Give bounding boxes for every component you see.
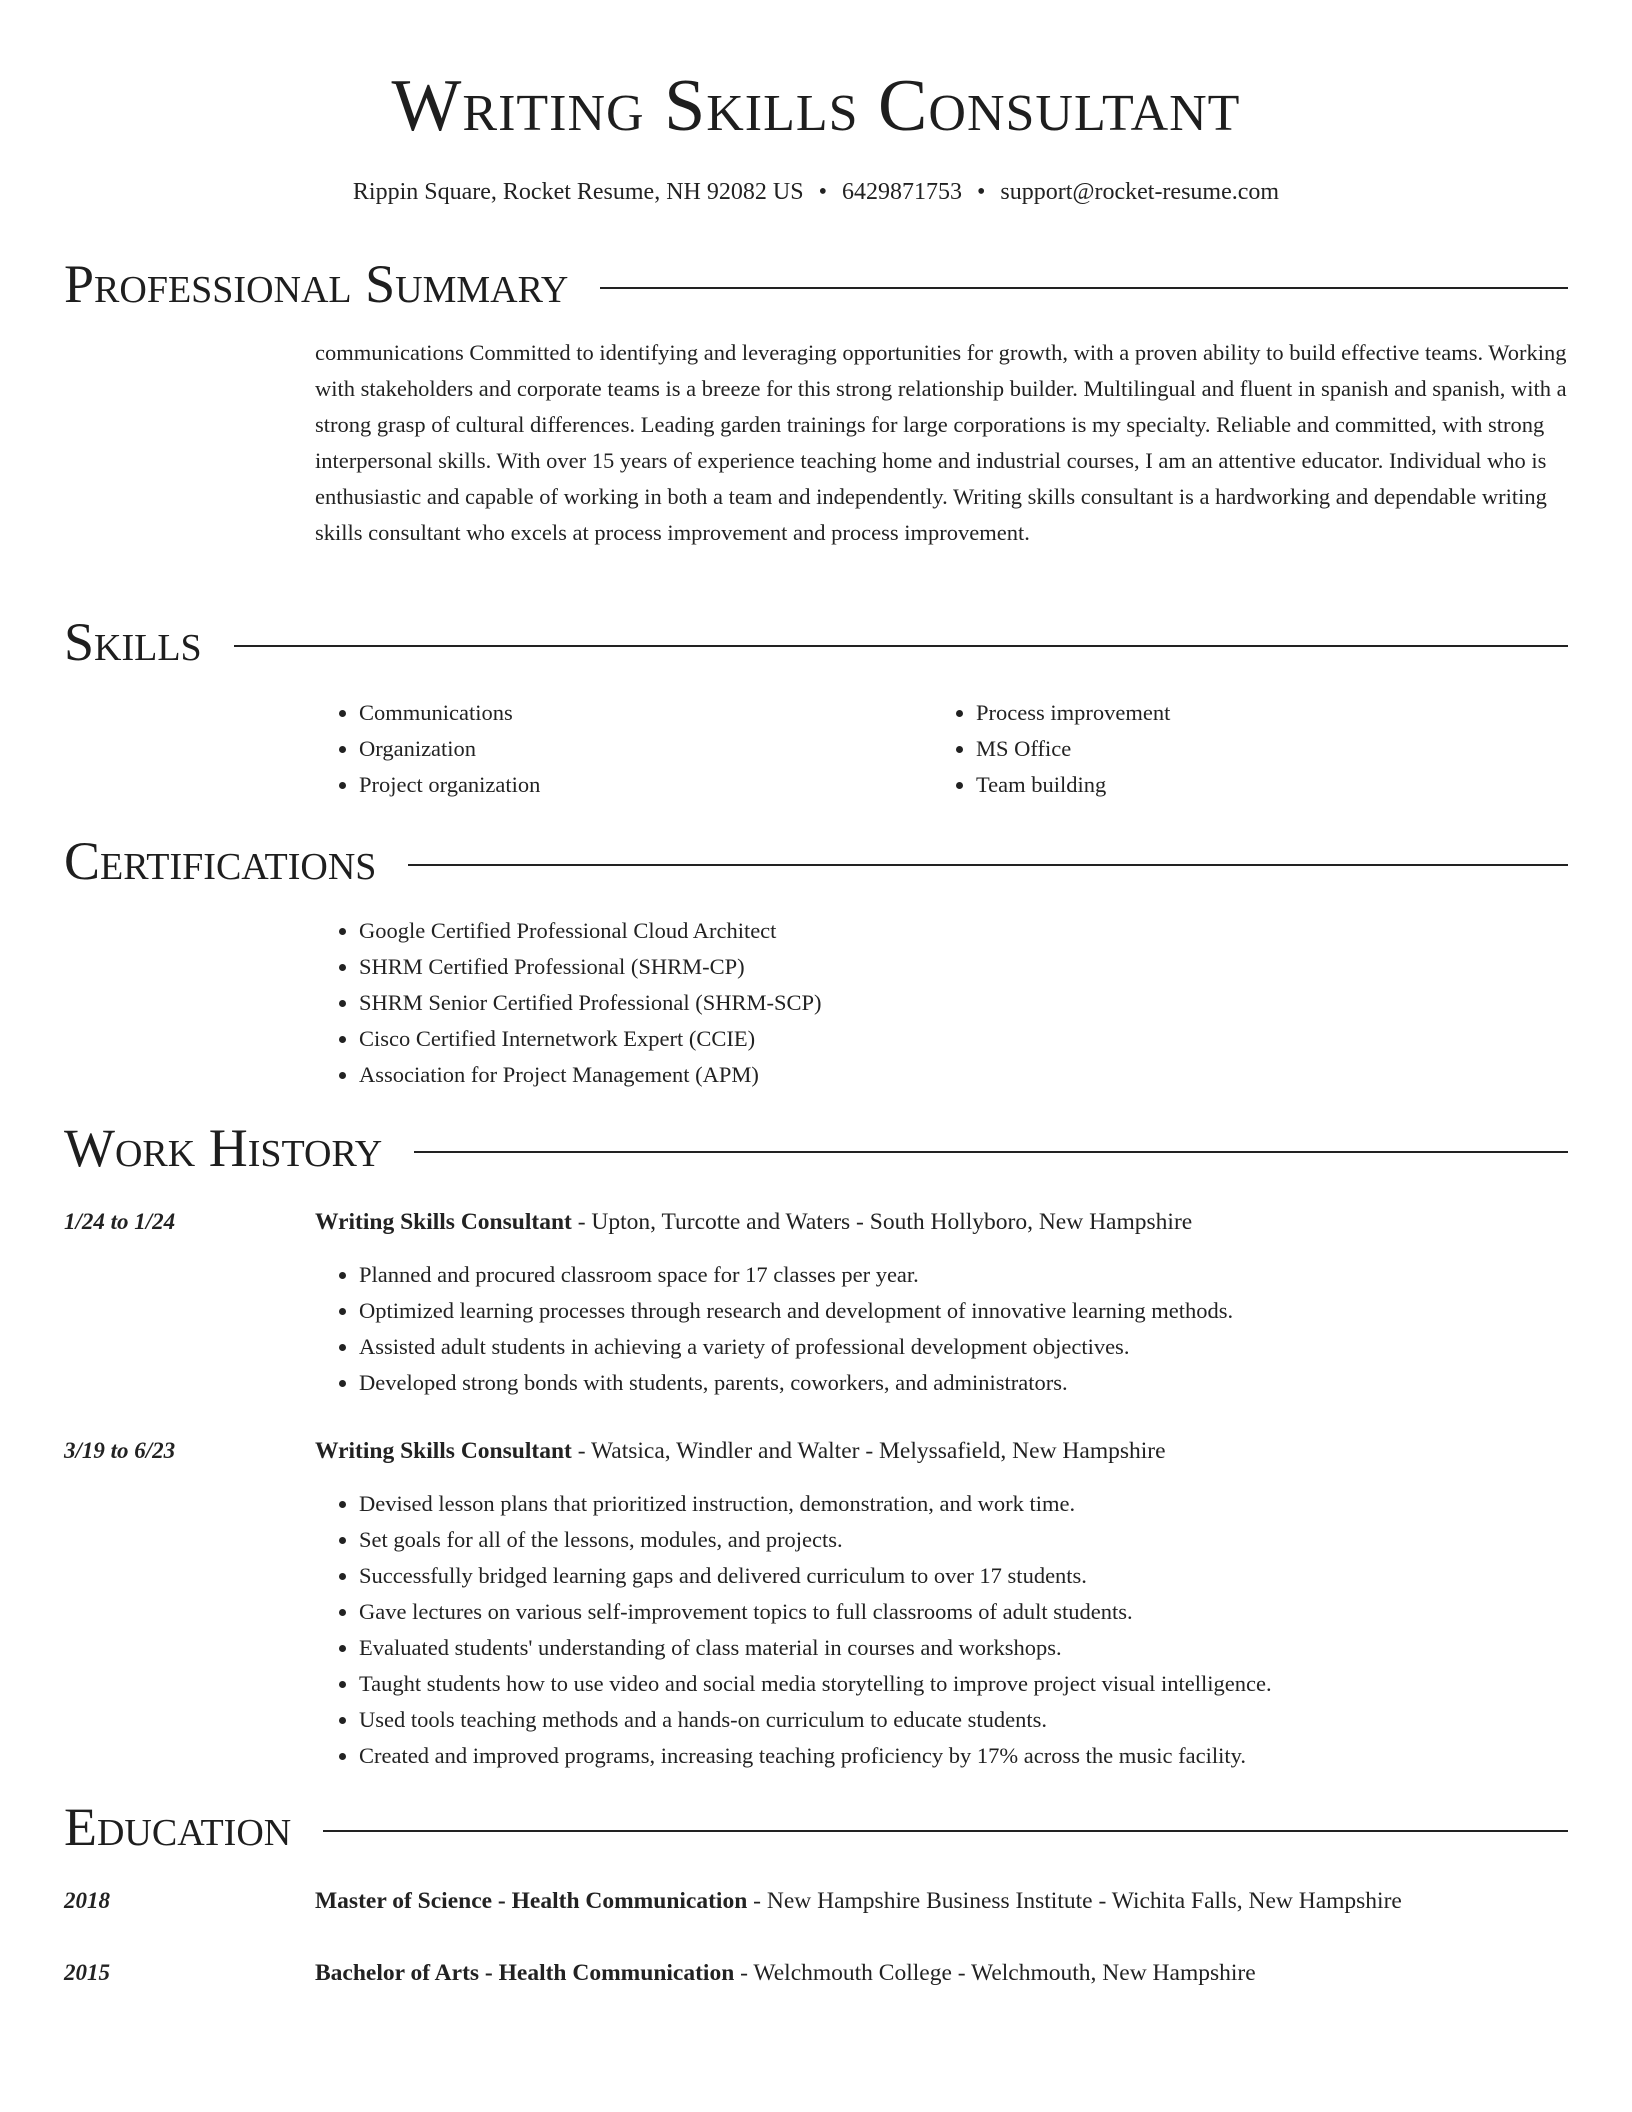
contact-email: support@rocket-resume.com [1000,179,1280,205]
summary-block [315,335,1570,551]
certifications-heading: Certifications [64,831,377,891]
work-section-header [64,1116,1568,1180]
education-school: - New Hampshire Business Institute - Wichita Falls, New Hampshire [747,1888,1402,1914]
certifications-block [315,913,1570,1093]
certifications-section-header [64,829,1568,893]
skill-item: • Team building [976,767,1549,803]
skill-item: • Project organization [359,767,932,803]
certification-item: • Google Certified Professional Cloud Architect [359,913,1570,949]
summary-text: communications Committed to identifying and leveraging opportunities for growth, with a proven ability to build effective teams. Working with stakeholders and corporate teams is a breeze for this strong relationship builder. Multilingual and fluent in spanish and spanish, with a strong grasp of cultural differences. Leading garden trainings for large corporations is my specialty. Reliable and committed, with strong interpersonal skills. With over 15 years of experience teaching home and industrial courses, I am an attentive educator. Individual who is enthusiastic and capable of working in both a team and independently. Writing skills consultant is a hardworking and dependable writing skills consultant who excels at process improvement and process improvement. [315,340,1567,545]
skill-item: • Communications [359,695,932,731]
job-bullets [315,1257,1570,1401]
certification-item: • SHRM Senior Certified Professional (SHRM-SCP) [359,985,1570,1021]
education-heading-line [315,1883,1402,1919]
job-bullet: • Evaluated students' understanding of class material in courses and workshops. [359,1630,1570,1666]
education-year: 2015 [64,1960,110,1985]
education-heading-line [315,1955,1256,1991]
job-heading [315,1433,1166,1469]
job-title: Writing Skills Consultant [315,1209,572,1235]
education-school: - Welchmouth College - Welchmouth, New Hampshire [734,1960,1256,1986]
job-bullet: • Developed strong bonds with students, parents, coworkers, and administrators. [359,1365,1570,1401]
job-title: Writing Skills Consultant [315,1438,572,1464]
job-bullets [315,1486,1570,1774]
summary-heading: Professional Summary [64,254,569,314]
contact-line [0,176,1632,208]
skills-heading: Skills [64,612,202,672]
work-heading: Work History [64,1118,383,1178]
education-heading: Education [64,1797,292,1857]
job-bullet: • Created and improved programs, increasing teaching proficiency by 17% across the music facility. [359,1738,1570,1774]
job-bullet: • Gave lectures on various self-improvement topics to full classrooms of adult students. [359,1594,1570,1630]
section-divider [414,1151,1568,1153]
skills-column-right [932,695,1549,803]
certification-item: • SHRM Certified Professional (SHRM-CP) [359,949,1570,985]
section-divider [323,1830,1568,1832]
job-bullet: • Devised lesson plans that prioritized instruction, demonstration, and work time. [359,1486,1570,1522]
skills-grid [315,695,1570,803]
contact-address: Rippin Square, Rocket Resume, NH 92082 US [352,179,804,205]
skills-section-header [64,610,1568,674]
certification-item: • Association for Project Management (APM) [359,1057,1570,1093]
contact-phone: 6429871753 [841,179,962,205]
skills-block [315,695,1570,803]
education-year: 2018 [64,1888,110,1913]
section-divider [234,645,1568,647]
job-bullet: • Successfully bridged learning gaps and delivered curriculum to over 17 students. [359,1558,1570,1594]
job-company: - Watsica, Windler and Walter - Melyssafield, New Hampshire [571,1438,1166,1464]
education-degree: Master of Science - Health Communication [315,1888,748,1914]
job-company: - Upton, Turcotte and Waters - South Hollyboro, New Hampshire [571,1209,1193,1235]
job-bullet: • Used tools teaching methods and a hands-on curriculum to educate students. [359,1702,1570,1738]
skill-item: • MS Office [976,731,1549,767]
skills-column-left [315,695,932,803]
job-bullet: • Assisted adult students in achieving a variety of professional development objectives. [359,1329,1570,1365]
job-dates: 1/24 to 1/24 [64,1209,176,1234]
contact-separator: • [818,179,827,205]
job-bullet: • Set goals for all of the lessons, modules, and projects. [359,1522,1570,1558]
job-dates: 3/19 to 6/23 [64,1438,176,1463]
certification-item: • Cisco Certified Internetwork Expert (CCIE) [359,1021,1570,1057]
contact-separator: • [976,179,986,205]
education-section-header [64,1795,1568,1859]
section-divider [600,287,1568,289]
skill-item: • Process improvement [976,695,1549,731]
job-bullet: • Taught students how to use video and social media storytelling to improve project visual intelligence. [359,1666,1570,1702]
job-bullet: • Planned and procured classroom space for 17 classes per year. [359,1257,1570,1293]
education-degree: Bachelor of Arts - Health Communication [315,1960,735,1986]
summary-section-header [64,252,1568,316]
section-divider [408,864,1568,866]
job-bullet: • Optimized learning processes through research and development of innovative learning methods. [359,1293,1570,1329]
job-heading [315,1204,1192,1240]
skill-item: • Organization [359,731,932,767]
candidate-name: Writing Skills Consultant [391,65,1241,147]
